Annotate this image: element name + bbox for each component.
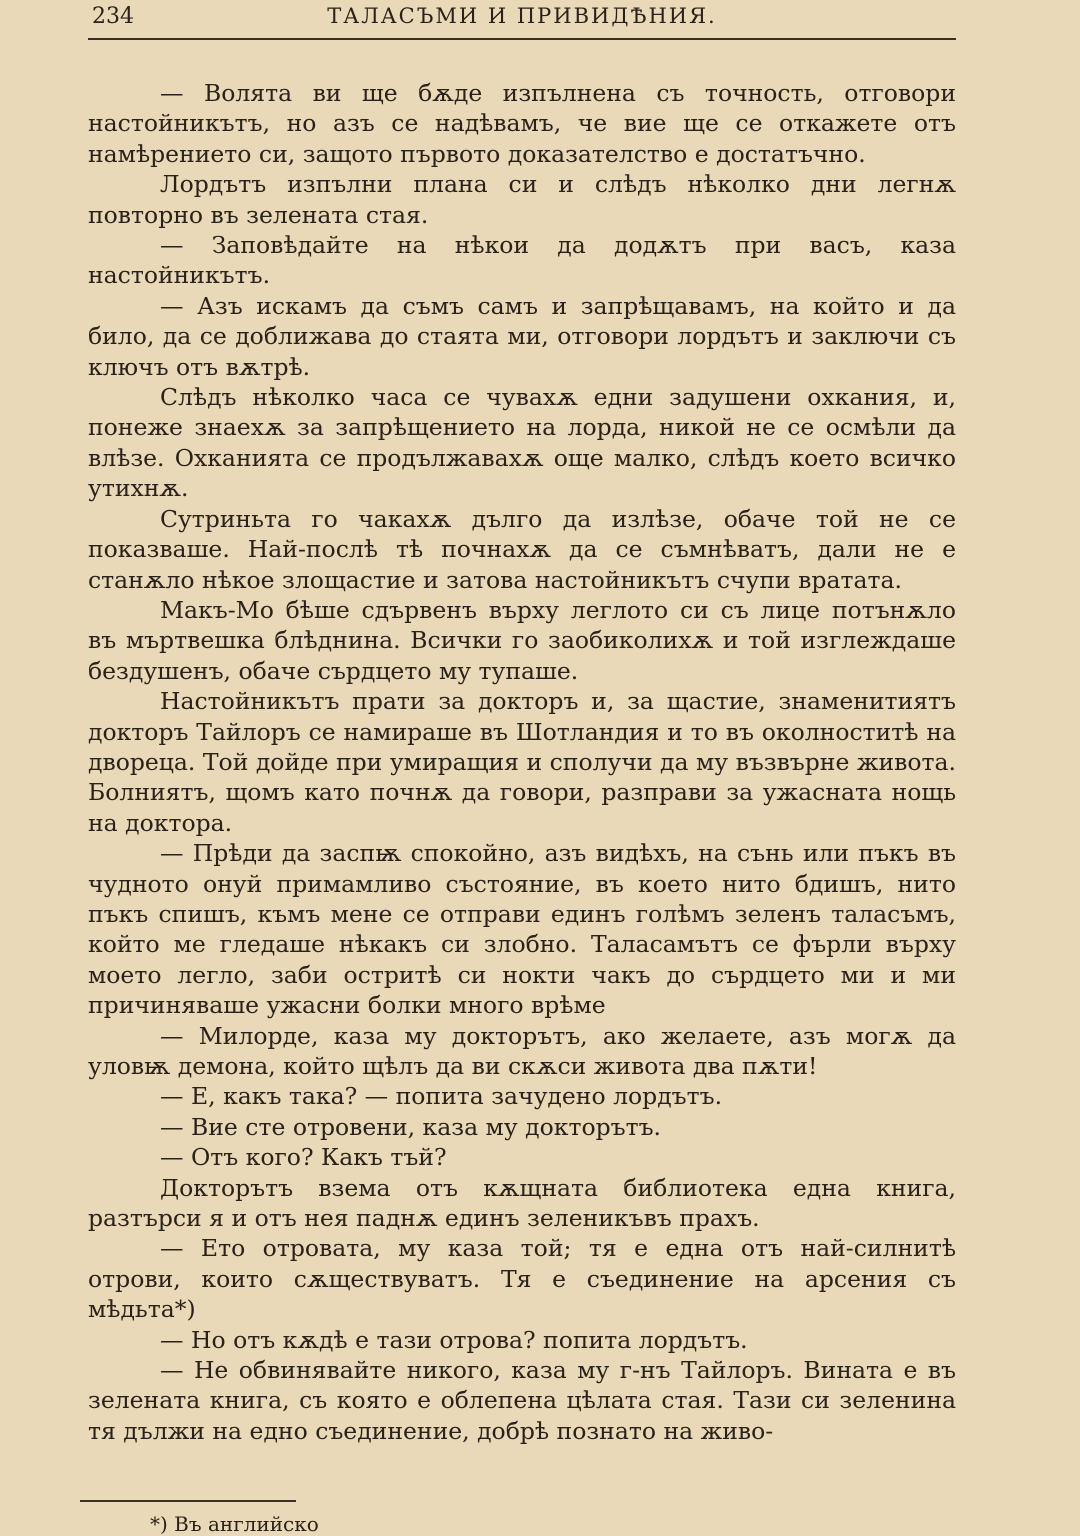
- paragraph: — Не обвинявайте никого, каза му г-нъ Тайлоръ. Вината е въ зелената книга, съ която е облепена цѣлата стая. Тази си зеленина тя дължи на едно съединение, добрѣ познато на живо-: [88, 1356, 956, 1445]
- paragraph: — Ето отровата, му каза той; тя е една отъ най-силнитѣ отрови, които сѫществуватъ. Тя е съединение на арсения съ мѣдьта*): [88, 1234, 956, 1324]
- paragraph: Настойникътъ прати за докторъ и, за щастие, знаменитиятъ докторъ Тайлоръ се намираше въ Шотландия и то въ околноститѣ на двореца. Той дойде при умиращия и сполучи да му възвърне живота. Болниятъ, щомъ като почнѫ да говори, разправи за ужасната нощь на доктора.: [88, 687, 956, 837]
- paragraph: — Азъ искамъ да съмъ самъ и запрѣщавамъ, на който и да било, да се доближава до стаята ми, отговори лордътъ и заключи съ ключъ отъ вѫтрѣ.: [88, 291, 956, 381]
- paragraph: — Вие сте отровени, каза му докторътъ.: [160, 1112, 662, 1141]
- paragraph: — Прѣди да заспѭ спокойно, азъ видѣхъ, на сънь или пъкъ въ чудното онуй примамливо състояние, въ което нито бдишъ, нито пъкъ спишъ, къмъ мене се отправи единъ голѣмъ зеленъ таласъмъ, който ме гледаше нѣкакъ си злобно. Таласамътъ се фърли върху моето легло, заби остритѣ си нокти чакъ до сърдцето ми и ми причиняваше ужасни болки много врѣме: [88, 839, 956, 1020]
- paragraph: Макъ-Мо бѣше сдървенъ върху леглото си съ лице потънѫло въ мъртвешка блѣднина. Всички го заобиколихѫ и той изглеждаше бездушенъ, обаче сърдцето му тупаше.: [88, 595, 956, 685]
- paragraph: Лордътъ изпълни плана си и слѣдъ нѣколко дни легнѫ повторно въ зелената стая.: [88, 170, 956, 229]
- page-header: [88, 0, 956, 40]
- paragraph: Докторътъ взема отъ кѫщната библиотека една книга, разтърси я и отъ нея паднѫ единъ зеленикъвъ прахъ.: [88, 1173, 956, 1233]
- paragraph: Слѣдъ нѣколко часа се чувахѫ едни задушени охкания, и, понеже знаехѫ за запрѣщението на лорда, никой не се осмѣли да влѣзе. Охканията се продължавахѫ още малко, слѣдъ което всичко утихнѫ.: [88, 383, 956, 503]
- paragraph: — Волята ви ще бѫде изпълнена съ точность, отговори настойникътъ, но азъ се надѣвамъ, че вие ще се откажете отъ намѣрението си, защото първото доказателство е достатъчно.: [88, 79, 956, 168]
- page-number: 234: [92, 4, 134, 29]
- paragraph: — Отъ кого? Какъ тъй?: [160, 1143, 447, 1172]
- footnote: *) Въ английско: [150, 1512, 319, 1536]
- paragraph: — Заповѣдайте на нѣкои да додѫтъ при васъ, каза настойникътъ.: [88, 231, 956, 290]
- paragraph: — Милорде, каза му докторътъ, ако желаете, азъ могѫ да уловѭ демона, който щѣлъ да ви скѫси живота два пѫти!: [88, 1021, 956, 1080]
- paragraph: — Е, какъ така? — попита зачудено лордътъ.: [160, 1082, 723, 1111]
- paragraph: — Но отъ кѫдѣ е тази отрова? попита лордътъ.: [160, 1325, 748, 1354]
- body-text: [88, 78, 956, 1446]
- paragraph: Сутриньта го чакахѫ дълго да излѣзе, обаче той не се показваше. Най-послѣ тѣ почнахѫ да се съмнѣватъ, дали не е станѫло нѣкое злощастие и затова настойникътъ счупи вратата.: [88, 504, 956, 594]
- running-title: ТАЛАСЪМИ И ПРИВИДѢНИЯ.: [327, 4, 717, 28]
- footnote-divider: [80, 1500, 296, 1502]
